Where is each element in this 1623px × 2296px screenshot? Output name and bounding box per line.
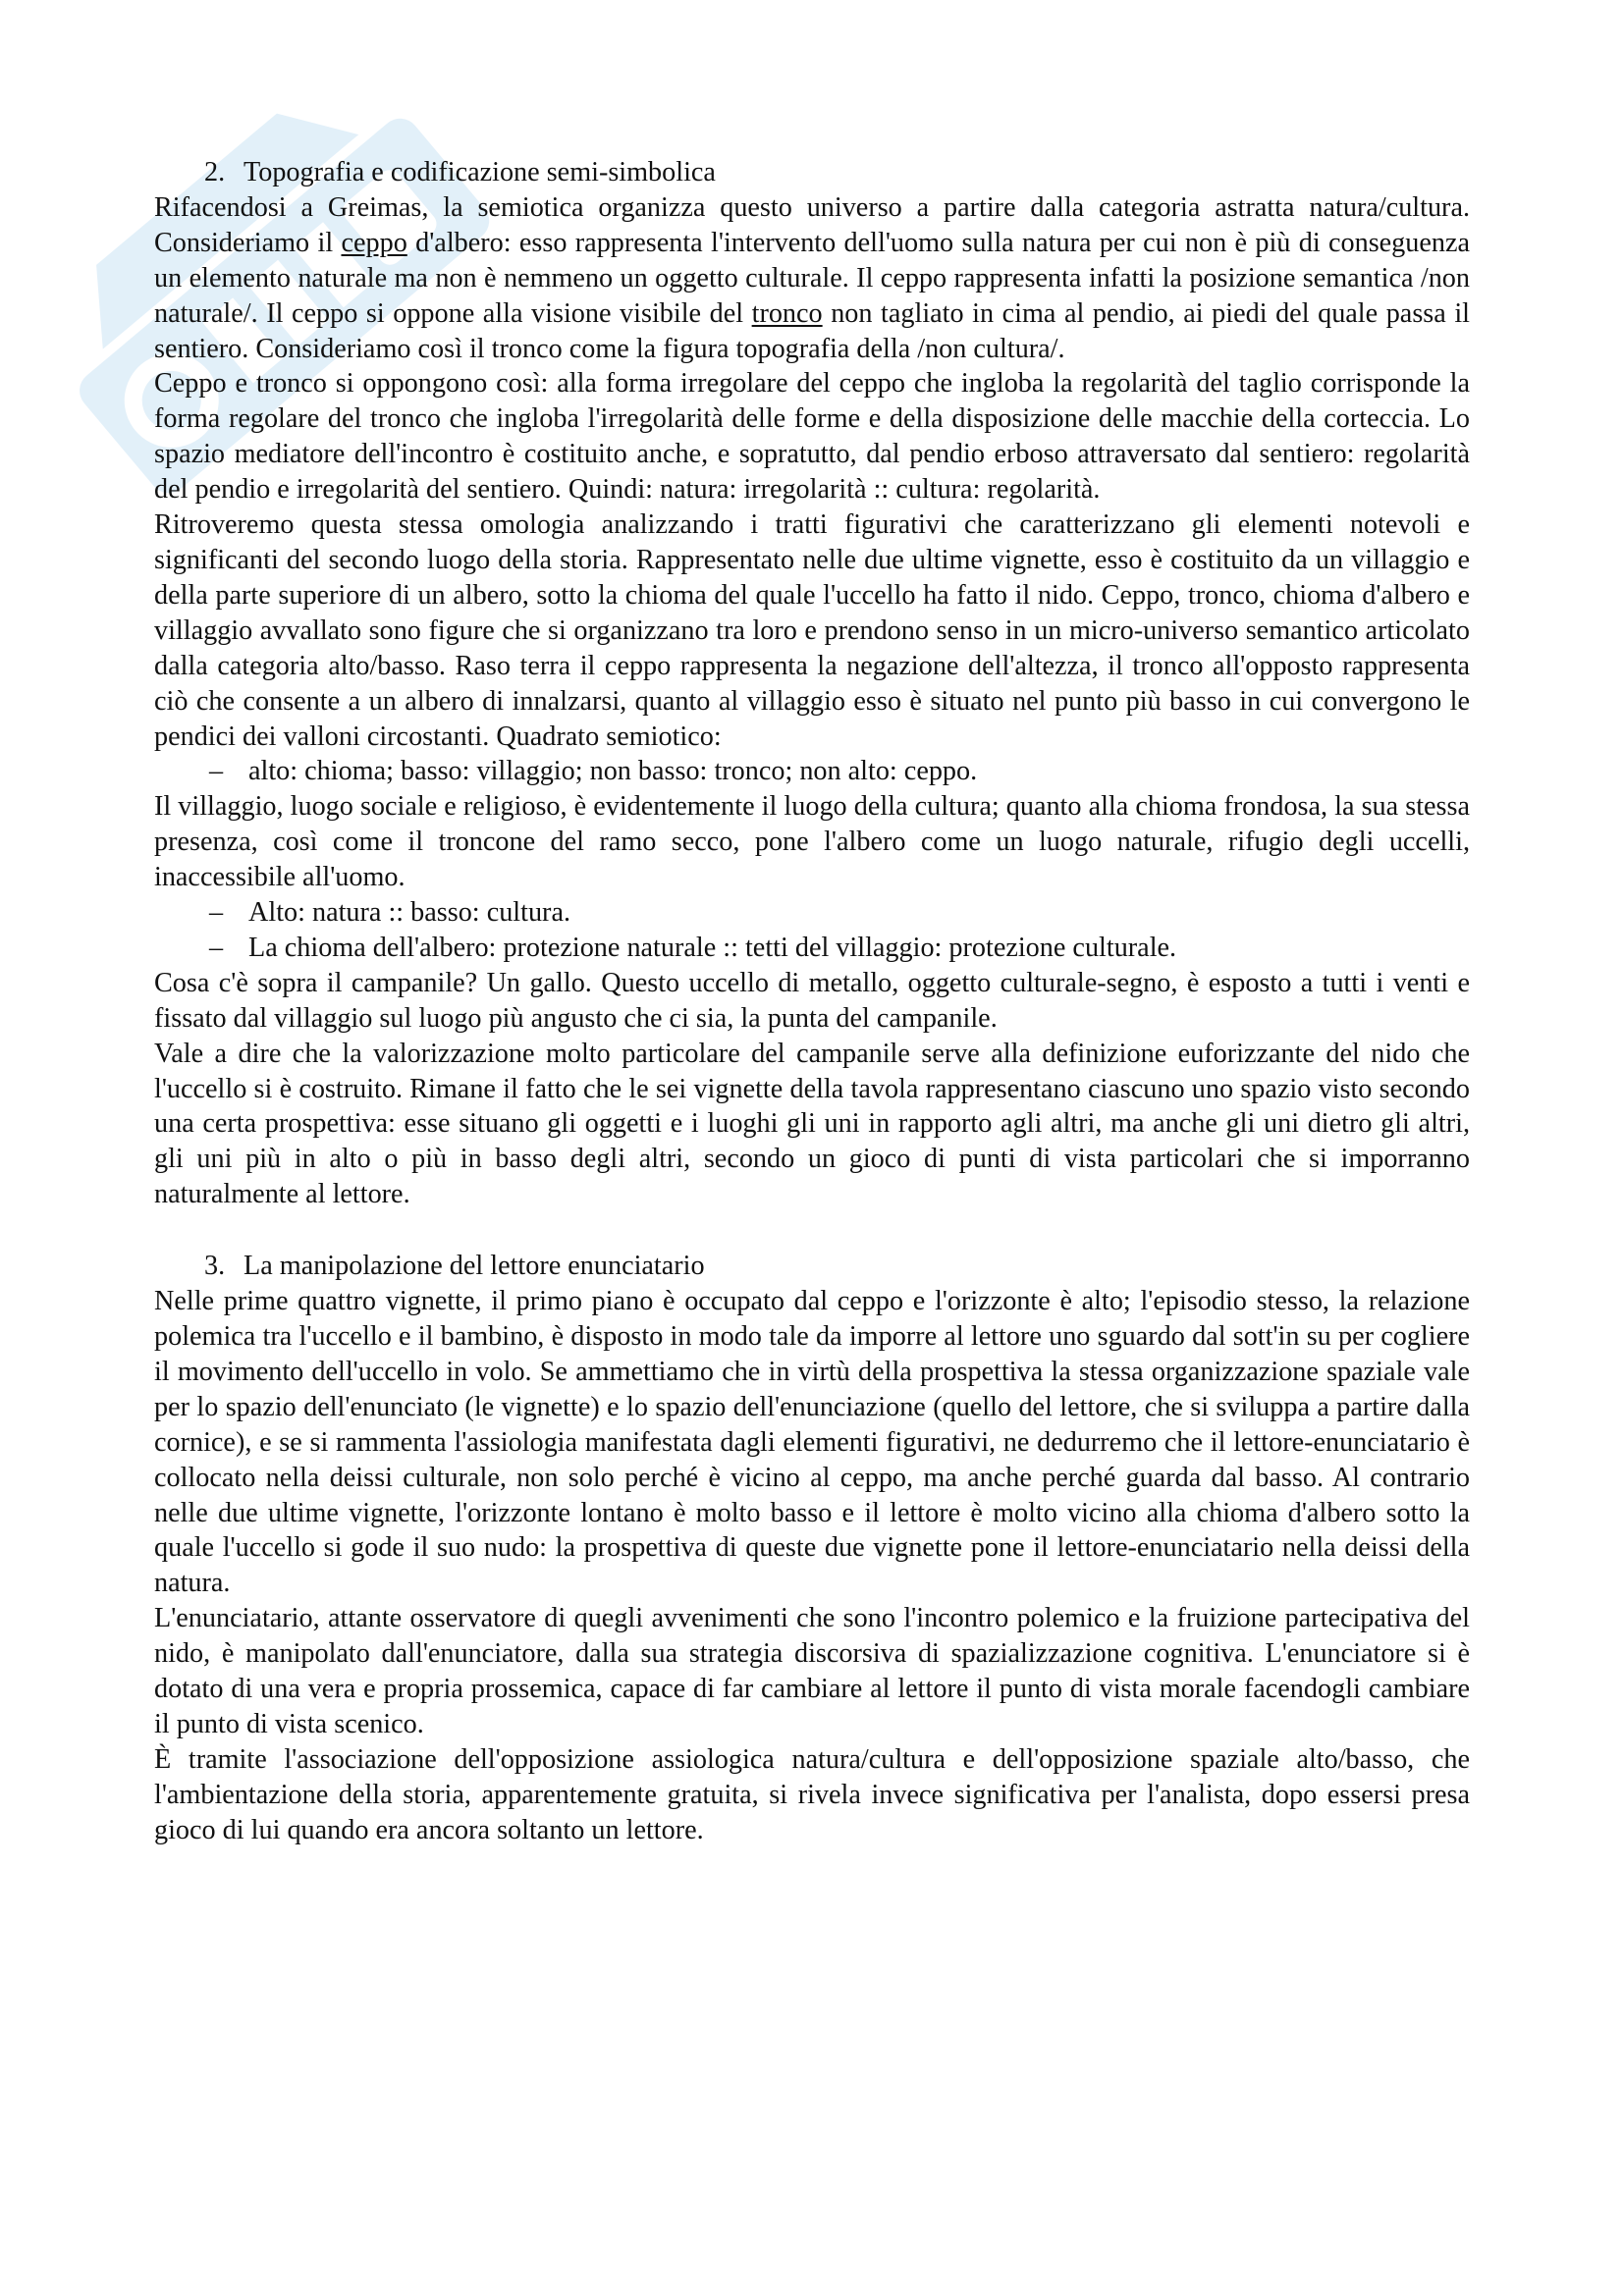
- paragraph: L'enunciatario, attante osservatore di quegli avvenimenti che sono l'incontro polemico e la fruizione partecipativa del nido, è manipolato dall'enunciatore, dalla sua strategia discorsiva di spazializzazione cognitiva. L'enunciatore si è dotato di una vera e propria prossemica, capace di far cambiare al lettore il punto di vista morale facendogli cambiare il punto di vista scenico.: [154, 1603, 1470, 1739]
- list-item-text: La chioma dell'albero: protezione naturale :: tetti del villaggio: protezione culturale.: [248, 932, 1177, 963]
- list-item-text: Alto: natura :: basso: cultura.: [248, 897, 570, 929]
- paragraph: Cosa c'è sopra il campanile? Un gallo. Questo uccello di metallo, oggetto culturale-segno, è esposto a tutti i venti e fissato dal villaggio sul luogo più angusto che ci sia, la punta del campanile.: [154, 967, 1470, 1034]
- section-title: Topografia e codificazione semi-simbolica: [243, 157, 716, 187]
- paragraph: Vale a dire che la valorizzazione molto particolare del campanile serve alla definizione euforizzante del nido che l'uccello si è costruito. Rimane il fatto che le sei vignette della tavola rappresentano ciascuno uno spazio visto secondo una certa prospettiva: esse situano gli oggetti e i luoghi gli uni in rapporto agli altri, ma anche gli uni dietro gli altri, gli uni più in alto o più in basso degli altri, secondo un gioco di punti di vista particolari che si imporranno naturalmente al lettore.: [154, 1038, 1470, 1210]
- section-heading: [154, 1249, 1470, 1284]
- text-run: non tagliato in cima al pendio, ai piedi del quale passa il sentiero. Consideriamo così il tronco come la figura topografia della /non cultura/.: [154, 297, 1470, 364]
- list-item: [154, 895, 1470, 931]
- underlined-term: ceppo: [341, 227, 407, 258]
- bullet-dash: –: [209, 756, 224, 787]
- document-page: [154, 155, 1470, 1848]
- section-heading: [154, 155, 1470, 190]
- section-spacer: [154, 1212, 1470, 1249]
- text-run: d'albero: esso rappresenta l'intervento dell'uomo sulla natura per cui non è più di conseguenza un elemento naturale ma non è nemmeno un oggetto culturale. Il ceppo rappresenta infatti la posizione semantica /non naturale/. Il ceppo si oppone alla visione visibile del: [154, 227, 1470, 329]
- bullet-dash: –: [209, 897, 224, 929]
- paragraph: È tramite l'associazione dell'opposizione assiologica natura/cultura e dell'opposizione spaziale alto/basso, che l'ambientazione della storia, apparentemente gratuita, si rivela invece significativa per l'analista, dopo essersi presa gioco di lui quando era ancora soltanto un lettore.: [154, 1743, 1470, 1845]
- bullet-dash: –: [209, 932, 224, 963]
- list-item-text: alto: chioma; basso: villaggio; non basso: tronco; non alto: ceppo.: [248, 756, 978, 787]
- underlined-term: tronco: [751, 297, 823, 329]
- paragraph: Il villaggio, luogo sociale e religioso, è evidentemente il luogo della cultura; quanto alla chioma frondosa, la sua stessa presenza, così come il troncone del ramo secco, pone l'albero come un luogo naturale, rifugio degli uccelli, inaccessibile all'uomo.: [154, 791, 1470, 893]
- section-number: 2.: [204, 157, 226, 187]
- paragraph: Nelle prime quattro vignette, il primo piano è occupato dal ceppo e l'orizzonte è alto; l'episodio stesso, la relazione polemica tra l'uccello e il bambino, è disposto in modo tale da imporre al lettore uno sguardo dal sott'in su per cogliere il movimento dell'uccello in volo. Se ammettiamo che in virtù della prospettiva la stessa organizzazione spaziale vale per lo spazio dell'enunciato (le vignette) e lo spazio dell'enunciazione (quello del lettore, che si sviluppa a partire dalla cornice), e se si rammenta l'assiologia manifestata dagli elementi figurativi, ne dedurremo che il lettore-enunciatario è collocato nella deissi culturale, non solo perché è vicino al ceppo, ma anche perché guarda dal basso. Al contrario nelle due ultime vignette, l'orizzonte lontano è molto basso e il lettore è molto vicino alla chioma d'albero sotto la quale l'uccello si gode il suo nudo: la prospettiva di queste due vignette pone il lettore-enunciatario nella deissi della natura.: [154, 1286, 1470, 1599]
- list-item: [154, 754, 1470, 789]
- paragraph: Ceppo e tronco si oppongono così: alla forma irregolare del ceppo che ingloba la regolarità del taglio corrisponde la forma regolare del tronco che ingloba l'irregolarità delle forme e della disposizione delle macchie della corteccia. Lo spazio mediatore dell'incontro è costituito anche, e sopratutto, dal pendio erboso attraversato dal sentiero: regolarità del pendio e irregolarità del sentiero. Quindi: natura: irregolarità :: cultura: regolarità.: [154, 368, 1470, 506]
- section-title: La manipolazione del lettore enunciatario: [243, 1251, 705, 1282]
- section-number: 3.: [204, 1251, 226, 1282]
- text-run: Rifacendosi a Greimas, la semiotica organizza questo universo a partire dalla categoria astratta natura/cultura. Consideriamo il: [154, 191, 1470, 258]
- paragraph: [154, 190, 1470, 367]
- list-item: [154, 931, 1470, 966]
- paragraph: Ritroveremo questa stessa omologia analizzando i tratti figurativi che caratterizzano gli elementi notevoli e significanti del secondo luogo della storia. Rappresentato nelle due ultime vignette, esso è costituito da un villaggio e della parte superiore di un albero, sotto la chioma del quale l'uccello ha fatto il nido. Ceppo, tronco, chioma d'albero e villaggio avvallato sono figure che si organizzano tra loro e prendono senso in un micro-universo semantico articolato dalla categoria alto/basso. Raso terra il ceppo rappresenta la negazione dell'altezza, il tronco all'opposto rappresenta ciò che consente a un albero di innalzarsi, quanto al villaggio esso è situato nel punto più basso in cui convergono le pendici dei valloni circostanti. Quadrato semiotico:: [154, 509, 1470, 752]
